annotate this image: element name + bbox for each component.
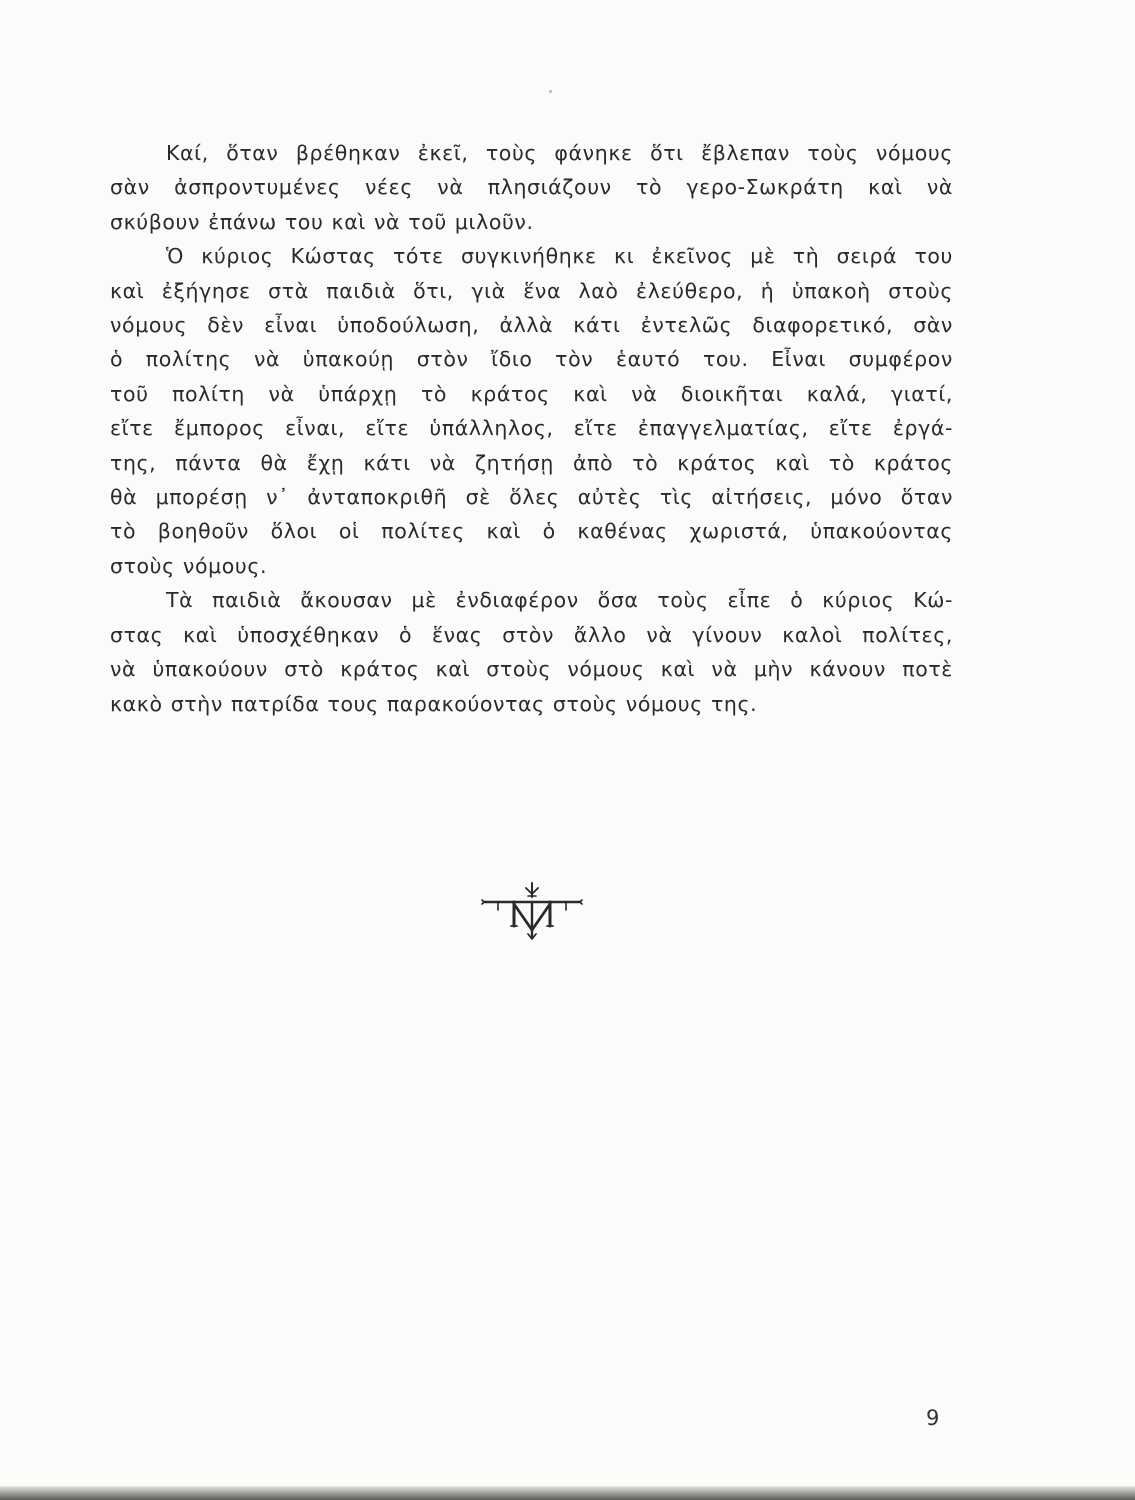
text-line: στοὺς νόμους.	[110, 553, 268, 578]
text-line: τοῦ πολίτη νὰ ὑπάρχῃ τὸ κράτος καὶ νὰ διοικῆται καλά, γιατί,	[110, 381, 953, 406]
paper-speck	[549, 90, 552, 93]
text-line: εἴτε ἔμπορος εἶναι, εἴτε ὑπάλληλος, εἴτε ἐπαγγελματίας, εἴτε ἐργά-	[110, 416, 953, 441]
paragraph	[110, 583, 953, 721]
monogram-ornament-icon	[478, 880, 586, 942]
page-number: 9	[926, 1406, 940, 1430]
text-line: καὶ ἐξήγησε στὰ παιδιὰ ὅτι, γιὰ ἕνα λαὸ ἐλεύθερο, ἡ ὑπακοὴ στοὺς	[110, 278, 953, 303]
text-line: Τὰ παιδιὰ ἄκουσαν μὲ ἐνδιαφέρον ὅσα τοὺς εἶπε ὁ κύριος Κώ-	[166, 588, 953, 613]
text-line: νὰ ὑπακούουν στὸ κράτος καὶ στοὺς νόμους καὶ νὰ μὴν κάνουν ποτὲ	[110, 657, 953, 682]
body-text	[110, 136, 953, 721]
text-line: θὰ μπορέσῃ ν᾿ ἀνταποκριθῆ σὲ ὅλες αὐτὲς τὶς αἰτήσεις, μόνο ὅταν	[110, 485, 953, 510]
paragraph	[110, 239, 953, 583]
text-line: τὸ βοηθοῦν ὅλοι οἱ πολίτες καὶ ὁ καθένας χωριστά, ὑπακούοντας	[110, 519, 953, 544]
text-line: σὰν ἀσπροντυμένες νέες νὰ πλησιάζουν τὸ γερο-Σωκράτη καὶ νὰ	[110, 175, 953, 200]
text-line: νόμους δὲν εἶναι ὑποδούλωση, ἀλλὰ κάτι ἐντελῶς διαφορετικό, σὰν	[110, 313, 953, 338]
text-line: ὁ πολίτης νὰ ὑπακούῃ στὸν ἴδιο τὸν ἑαυτό του. Εἶναι συμφέρον	[110, 347, 953, 372]
text-line: Ὁ κύριος Κώστας τότε συγκινήθηκε κι ἐκεῖνος μὲ τὴ σειρά του	[166, 244, 953, 269]
text-line: κακὸ στὴν πατρίδα τους παρακούοντας στοὺς νόμους της.	[110, 691, 758, 716]
page-bottom-edge	[0, 1486, 1135, 1500]
text-line: Καί, ὅταν βρέθηκαν ἐκεῖ, τοὺς φάνηκε ὅτι ἔβλεπαν τοὺς νόμους	[166, 141, 953, 165]
text-line: της, πάντα θὰ ἔχῃ κάτι νὰ ζητήσῃ ἀπὸ τὸ κράτος καὶ τὸ κράτος	[110, 450, 953, 475]
paragraph	[110, 136, 953, 239]
text-line: σκύβουν ἐπάνω του καὶ νὰ τοῦ μιλοῦν.	[110, 209, 534, 234]
text-line: στας καὶ ὑποσχέθηκαν ὁ ἕνας στὸν ἄλλο νὰ γίνουν καλοὶ πολίτες,	[110, 622, 953, 647]
